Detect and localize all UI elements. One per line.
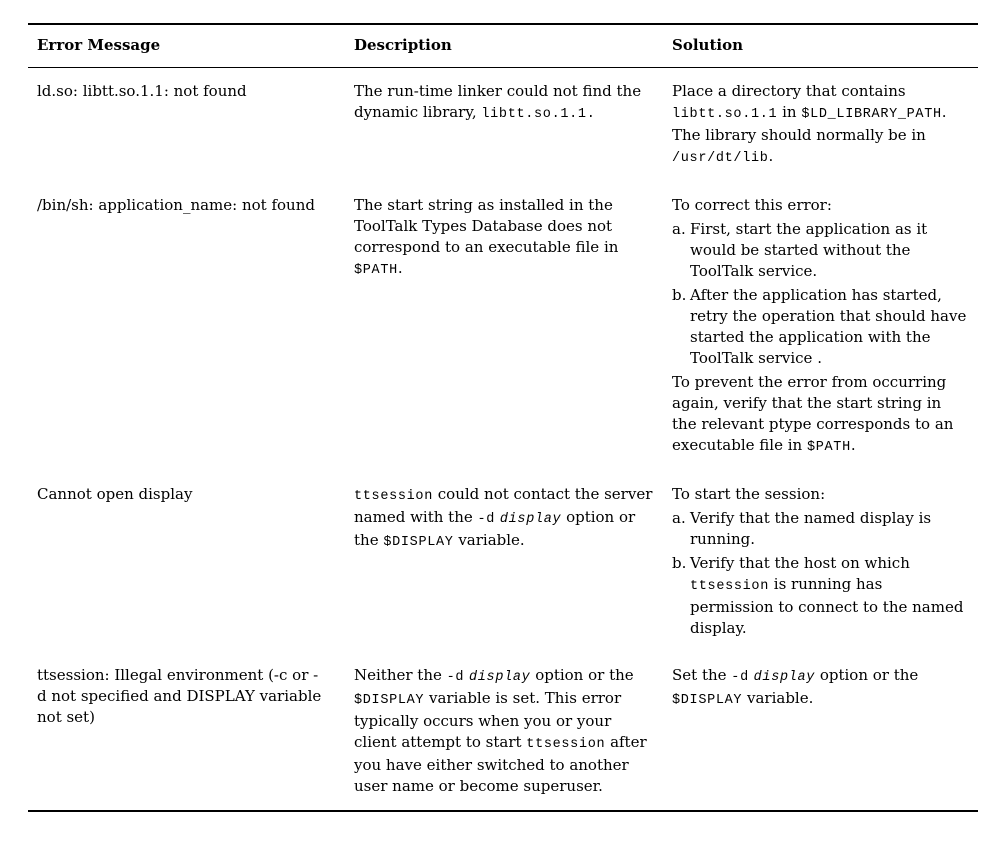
paragraph [672,665,968,711]
text-segment: . [768,147,774,165]
code-text: $DISPLAY [672,693,743,708]
table-row [28,471,978,652]
text-segment: Set the [672,666,732,684]
code-text: -d [446,670,465,685]
table-row [28,182,978,471]
text-segment: Cannot open display [37,485,193,503]
table-row [28,652,978,810]
list-item-marker: a. [672,220,686,238]
text-segment: First, start the application as it would be started without the ToolTalk service. [690,220,928,280]
text-segment: Verify that the named display is running. [690,509,932,548]
text-segment: After the application has started, retry the operation that should have started the application with the ToolTalk service . [690,286,967,367]
paragraph [354,195,656,281]
code-text: display [753,670,816,685]
table-cell-solution [672,195,978,458]
text-segment: is running has permission to connect to the named display. [690,575,964,637]
code-text: $PATH [354,263,398,278]
table-cell-error [28,665,354,797]
table-cell-solution [672,665,978,797]
list-item-marker: a. [672,509,686,527]
table-cell-description [354,484,672,639]
code-text: -d [731,670,749,685]
code-text: $LD_LIBRARY_PATH [801,107,942,122]
code-text: $PATH [806,440,851,455]
text-segment: option or the [354,508,636,549]
text-segment: Neither the [354,666,447,684]
column-header-solution: Solution [672,36,743,54]
text-segment: after you have either switched to another user name or become superuser. [354,733,647,795]
code-text: ttsession [354,489,433,504]
list-item [672,508,968,550]
table-bottom-rule [28,810,978,812]
table-row [28,68,978,182]
text-segment: The start string as installed in the ToolTalk Types Database does not correspond to an executable file in [354,196,619,256]
text-segment: ttsession: Illegal environment (-c or -d not specified and DISPLAY variable not set) [37,666,322,726]
column-header-description: Description [354,36,452,54]
list-item-text [690,285,968,369]
code-text: ttsession [690,579,769,594]
text-segment: Place a directory that contains [672,82,906,100]
paragraph [354,665,656,797]
text-segment: The run-time linker could not find the dynamic library, [354,82,642,121]
text-segment: To prevent the error from occurring again, verify that the start string in the relevant ptype corresponds to an executable file in [672,373,954,454]
text-segment: could not contact the server named with the [354,485,653,526]
paragraph [672,372,968,458]
text-segment: variable. [453,531,525,549]
table-cell-solution [672,81,978,169]
paragraph [37,81,326,102]
text-segment: variable. [742,689,814,707]
text-segment: ld.so: libtt.so.1.1: not found [37,82,247,100]
text-segment: in [777,103,802,121]
table-header-row [28,25,978,67]
text-segment: To start the session: [672,485,826,503]
paragraph [37,665,326,728]
list-item-text [690,553,968,639]
list-item-text [690,508,968,550]
table-cell-error [28,81,354,169]
column-header-error-message: Error Message [37,36,161,54]
text-segment: To correct this error: [672,196,832,214]
list-item-marker: b. [672,286,687,304]
paragraph [354,81,656,125]
table-cell-solution [672,484,978,639]
list-item-text [690,219,968,282]
code-text: ttsession [526,737,606,752]
text-segment: . The library should normally be in [672,103,947,144]
code-text: display [499,512,562,527]
table-cell-error [28,195,354,458]
text-segment: . [850,436,856,454]
table-cell-description [354,195,672,458]
paragraph [672,195,968,216]
error-troubleshooting-table [28,23,978,812]
code-text: /usr/dt/lib [672,151,769,166]
table-cell-error [28,484,354,639]
table-cell-description [354,665,672,797]
list-item [672,219,968,282]
code-text: libtt.so.1.1. [481,107,596,122]
paragraph [37,484,326,505]
list-item [672,285,968,369]
paragraph [37,195,326,216]
table-body [28,68,978,810]
table-cell-description [354,81,672,169]
text-segment: option or the [530,666,634,684]
text-segment: option or the [815,666,919,684]
code-text: display [468,670,531,685]
list-item [672,553,968,639]
paragraph [672,81,968,169]
text-segment: Verify that the host on which [690,554,910,572]
code-text: $DISPLAY [354,693,425,708]
text-segment: /bin/sh: application_name: not found [37,196,315,214]
code-text: -d [477,512,496,527]
list-item-marker: b. [672,554,687,572]
text-segment: . [397,259,403,277]
code-text: $DISPLAY [383,535,454,550]
text-segment: variable is set. This error typically occurs when you or your client attempt to start [354,689,622,751]
code-text: libtt.so.1.1 [672,107,778,122]
paragraph [354,484,656,553]
paragraph [672,484,968,505]
